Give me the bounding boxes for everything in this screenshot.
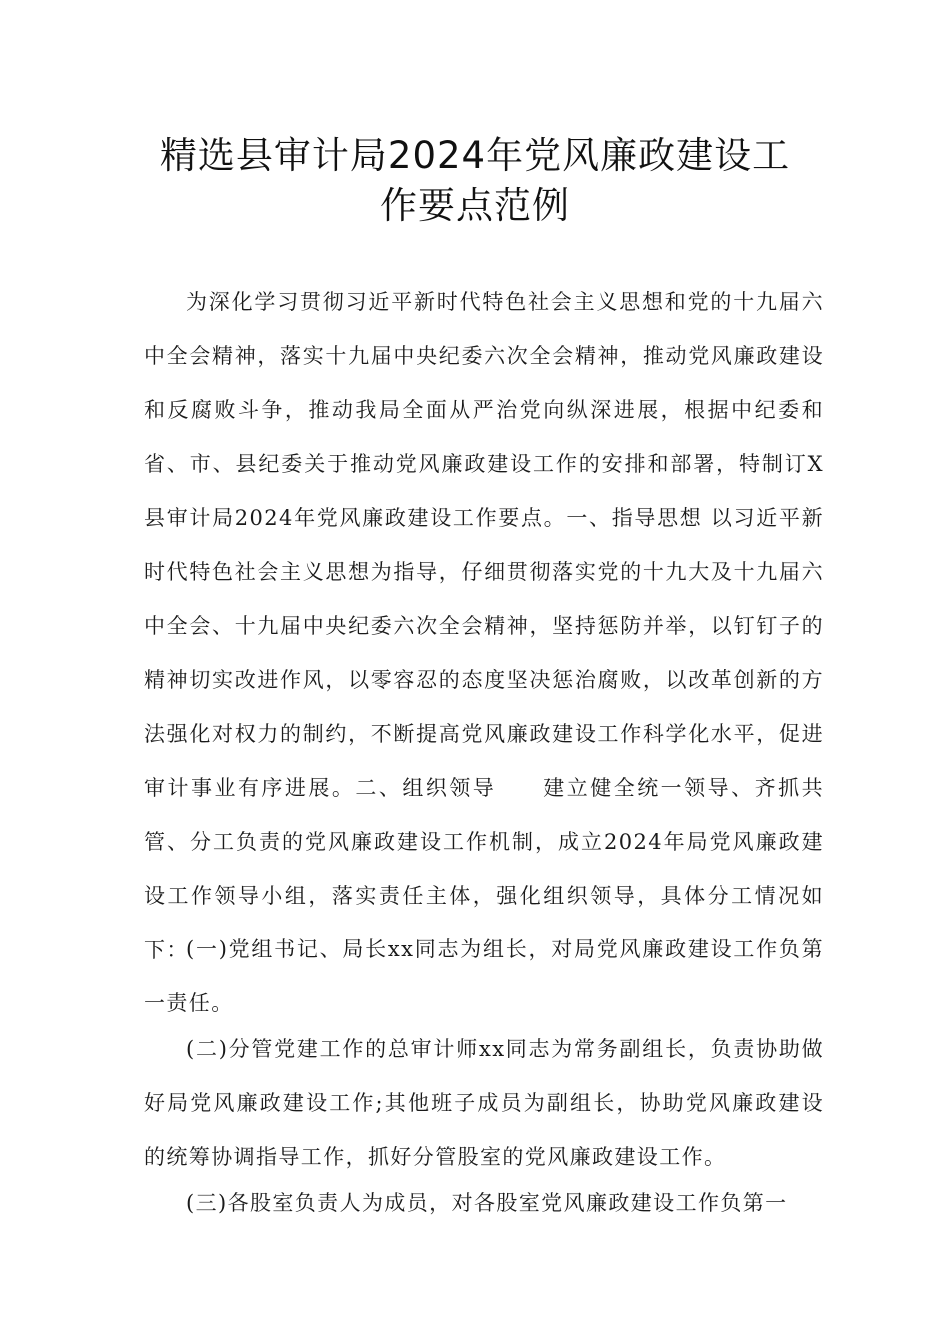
paragraph-intro (144, 275, 824, 977)
paragraph-text: (三)各股室负责人为成员，对各股室党风廉政建设工作负第一 (186, 1191, 788, 1215)
paragraph-item-1 (144, 922, 824, 1030)
paragraph-item-3 (144, 1176, 824, 1230)
document-title-line-1: 精选县审计局2024年党风廉政建设工 (159, 134, 791, 177)
paragraph-item-2 (144, 1022, 824, 1184)
paragraph-text: 为深化学习贯彻习近平新时代特色社会主义思想和党的十九届六中全会精神，落实十九届中央纪委六次全会精神，推动党风廉政建设和反腐败斗争，推动我局全面从严治党向纵深进展，根据中纪委和省、市、县纪委关于推动党风廉政建设工作的安排和部署，特制订X县审计局2024年党风廉政建设工作要点。一、指导思想 以习近平新时代特色社会主义思想为指导，仔细贯彻落实党的十九大及十九届六中全会、十九届中央纪委六次全会精神，坚持惩防并举，以钉钉子的精神切实改进作风，以零容忍的态度坚决惩治腐败，以改革创新的方法强化对权力的制约，不断提高党风廉政建设工作科学化水平，促进审计事业有序进展。二、组织领导 建立健全统一领导、齐抓共管、分工负责的党风廉政建设工作机制，成立2024年局党风廉政建设工作领导小组，落实责任主体，强化组织领导，具体分工情况如下： (144, 290, 824, 962)
paragraph-text: (二)分管党建工作的总审计师xx同志为常务副组长，负责协助做好局党风廉政建设工作;其他班子成员为副组长，协助党风廉政建设的统筹协调指导工作，抓好分管股室的党风廉政建设工作。 (144, 1037, 824, 1169)
paragraph-text: (一)党组书记、局长xx同志为组长，对局党风廉政建设工作负第一责任。 (144, 937, 824, 1015)
document-title-line-2: 作要点范例 (380, 184, 570, 227)
